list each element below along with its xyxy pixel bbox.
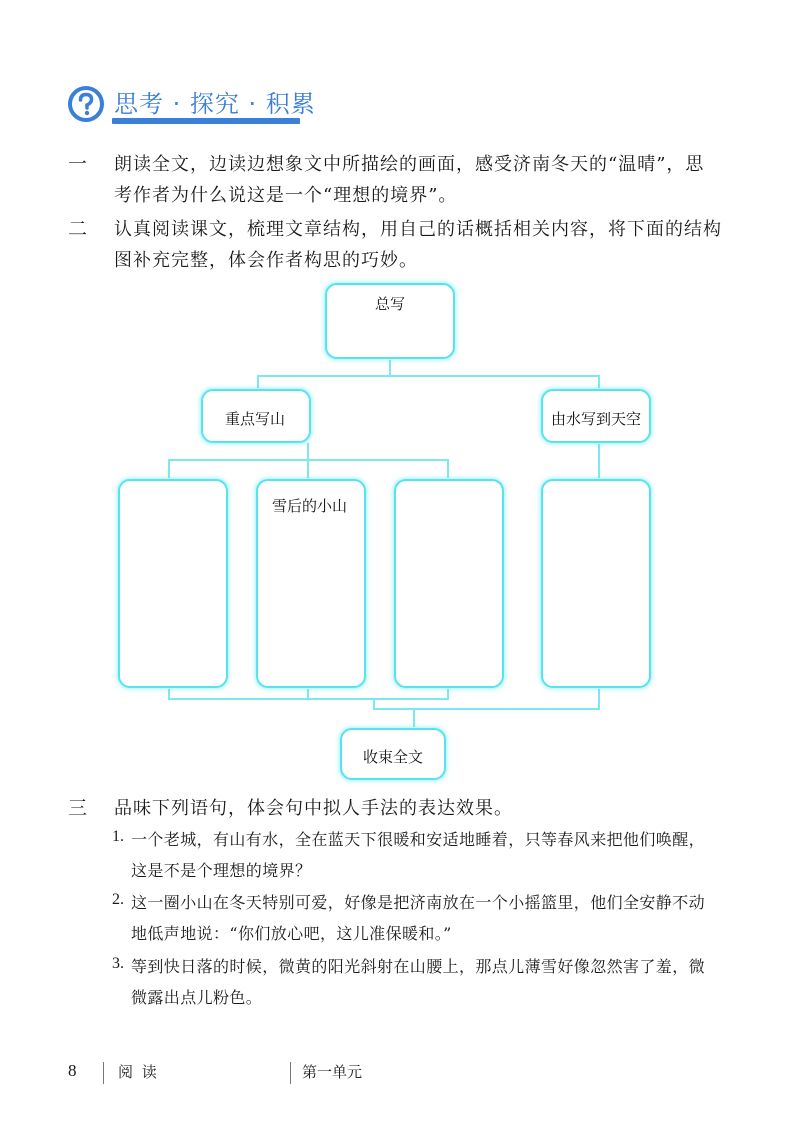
connector-line [257, 375, 600, 377]
connector-line [307, 459, 309, 479]
question-text: 认真阅读课文，梳理文章结构，用自己的话概括相关内容，将下面的结构 [114, 219, 722, 240]
diagram-node-label: 雪后的小山 [272, 497, 348, 515]
page-number: 8 [68, 1061, 77, 1080]
diagram-box-snow-hill [256, 479, 366, 688]
footer-section: 阅 读 [118, 1063, 159, 1081]
diagram-node-left-branch [201, 389, 311, 443]
question-number: 一 [68, 153, 88, 175]
sub-item-text: 这一圈小山在冬天特别可爱，好像是把济南放在一个小摇篮里，他们全安静不动 [131, 893, 706, 912]
diagram-node-label: 由水写到天空 [551, 410, 642, 428]
connector-line [413, 708, 415, 728]
footer-divider [290, 1062, 291, 1084]
connector-line [373, 708, 600, 710]
diagram-node-label: 总写 [375, 295, 406, 313]
footer-divider [103, 1062, 104, 1084]
question-number: 二 [68, 218, 88, 240]
question-text: 图补充完整，体会作者构思的巧妙。 [114, 250, 418, 271]
diagram-node-label: 重点写山 [225, 410, 286, 428]
diagram-node-label: 收束全文 [363, 748, 424, 766]
diagram-node-top [325, 283, 455, 359]
sub-item-text: 等到快日落的时候，微黄的阳光斜射在山腰上，那点儿薄雪好像忽然害了羞，微 [131, 957, 706, 976]
connector-line [598, 688, 600, 710]
connector-line [168, 698, 449, 700]
diagram-blank-box [541, 479, 651, 688]
diagram-blank-box [118, 479, 228, 688]
diagram-node-bottom [340, 728, 446, 780]
sub-item-number: 3. [112, 955, 124, 972]
section-title-underline [112, 118, 300, 124]
connector-line [598, 443, 600, 479]
sub-item-text: 微露出点儿粉色。 [131, 988, 263, 1007]
footer-unit: 第一单元 [302, 1063, 363, 1081]
question-icon [68, 86, 104, 122]
question-number: 三 [68, 797, 88, 819]
question-text: 考作者为什么说这是一个“理想的境界”。 [114, 185, 458, 206]
sub-item-text: 一个老城，有山有水，全在蓝天下很暖和安适地睡着，只等春风来把他们唤醒， [131, 830, 706, 849]
connector-line [168, 459, 170, 479]
diagram-blank-box [394, 479, 504, 688]
section-title: 思考 · 探究 · 积累 [114, 90, 316, 118]
sub-item-number: 1. [112, 828, 124, 845]
sub-item-number: 2. [112, 891, 124, 908]
diagram-node-right-branch [541, 389, 651, 443]
sub-item-text: 地低声地说：“你们放心吧，这儿准保暖和。” [131, 924, 452, 943]
connector-line [598, 375, 600, 389]
sub-item-text: 这是不是个理想的境界？ [131, 861, 312, 880]
question-text: 品味下列语句，体会句中拟人手法的表达效果。 [114, 798, 513, 819]
question-text: 朗读全文，边读边想象文中所描绘的画面，感受济南冬天的“温晴”，思 [114, 154, 705, 175]
connector-line [447, 459, 449, 479]
